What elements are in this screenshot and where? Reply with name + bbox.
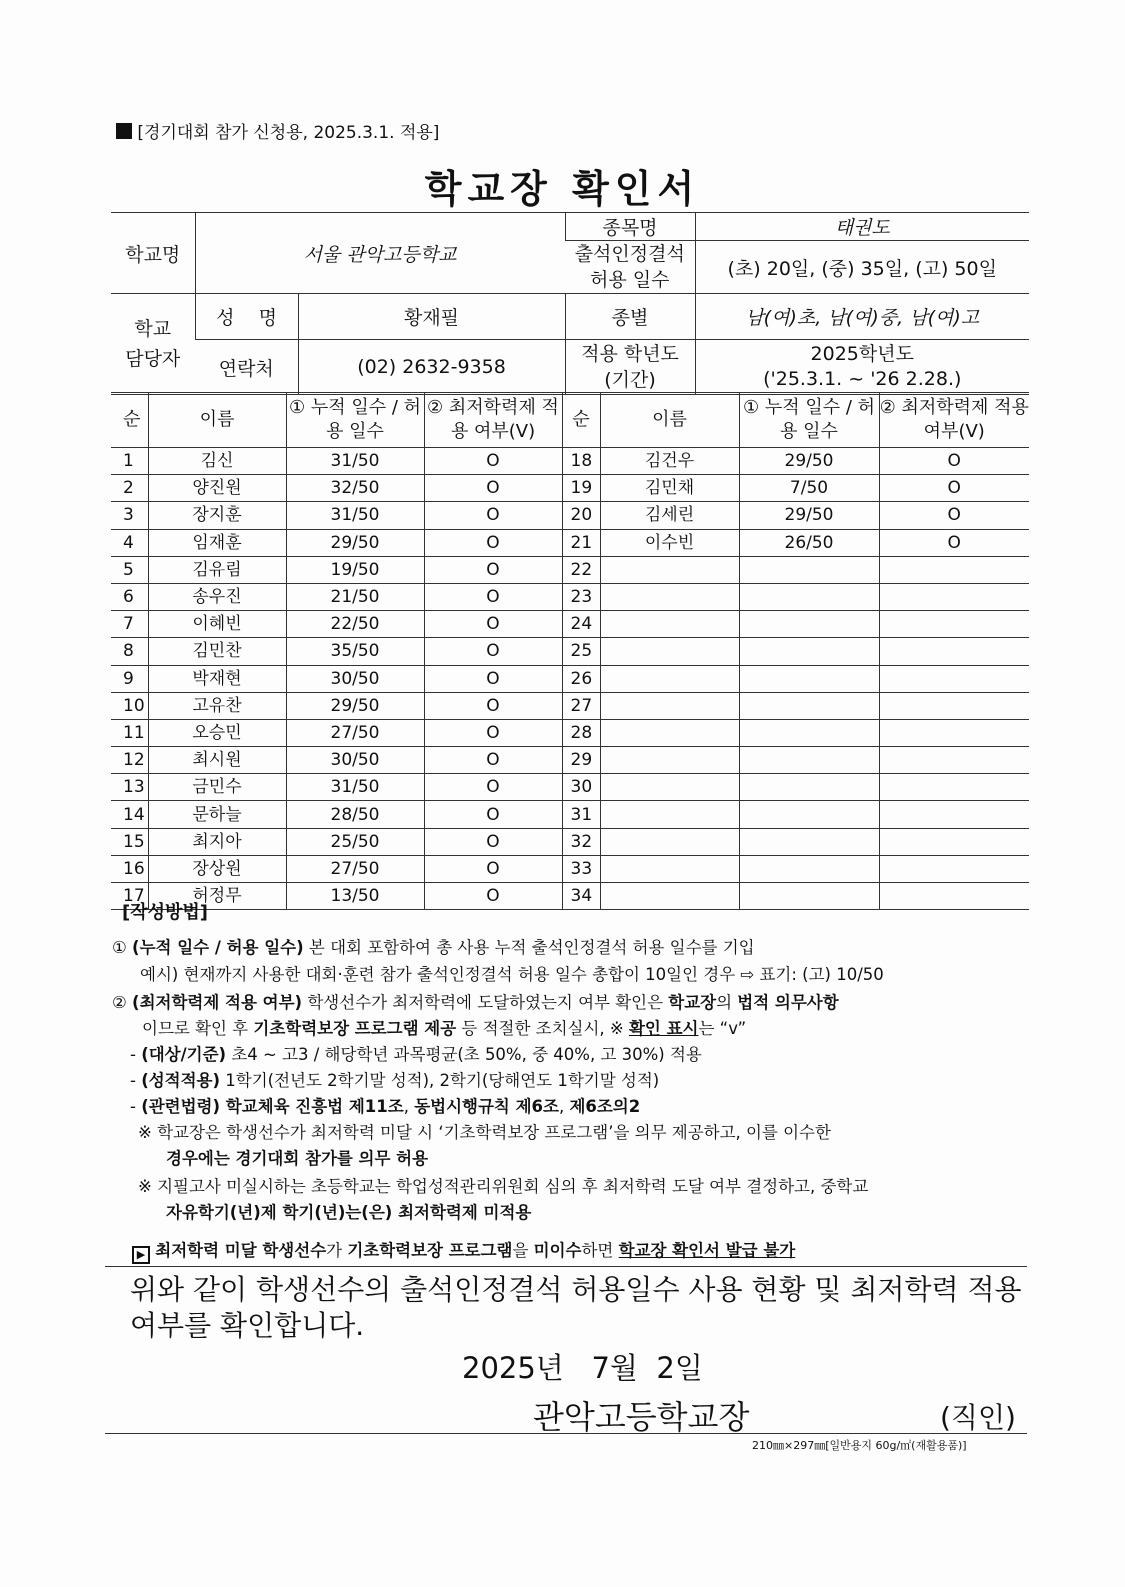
paper-spec: 210㎜×297㎜[일반용지 60g/㎡(재활용품)] — [752, 1439, 967, 1452]
row-days: 29/50 — [286, 692, 424, 719]
row-no: 22 — [562, 556, 600, 583]
row-days: 35/50 — [286, 638, 424, 665]
g2-l2d: 확인 표시 — [628, 1019, 699, 1038]
row-days: 31/50 — [286, 502, 424, 529]
row-days: 27/50 — [286, 855, 424, 882]
row-no: 2 — [111, 475, 148, 502]
row-days — [739, 828, 879, 855]
row-name — [600, 719, 739, 746]
row-no: 26 — [562, 665, 600, 692]
sport-label: 종목명 — [565, 213, 695, 241]
table-row — [111, 448, 1029, 475]
g2-l2a: 이므로 확인 후 — [142, 1019, 254, 1038]
target-text: 초4 ~ 고3 / 해당학년 과목평균(초 50%, 중 40%, 고 30%) 적용 — [226, 1045, 702, 1064]
row-days — [739, 719, 879, 746]
form-tag — [116, 118, 439, 143]
row-min: O — [424, 475, 562, 502]
row-no: 31 — [562, 801, 600, 828]
row-name — [600, 801, 739, 828]
row-min — [879, 883, 1029, 910]
year-cell — [695, 340, 1029, 395]
col-min-header: ② 최저학력제 적용 여부(V) — [879, 393, 1029, 448]
row-name — [600, 692, 739, 719]
row-no: 34 — [562, 883, 600, 910]
row-min — [879, 774, 1029, 801]
row-days: 27/50 — [286, 719, 424, 746]
row-min — [879, 556, 1029, 583]
row-name — [600, 747, 739, 774]
law-bold3: 제6조의2 — [569, 1097, 641, 1116]
table-row — [111, 475, 1029, 502]
square-bullet-icon — [116, 123, 132, 139]
document-title: 학교장 확인서 — [424, 167, 701, 211]
guide-example: 예시) 현재까지 사용한 대회·훈련 참가 출석인정결석 허용 일수 총합이 10일인 경우 ⇨ 표기: (고) 10/50 — [140, 965, 884, 984]
row-min: O — [424, 747, 562, 774]
contact-label: 연락처 — [195, 340, 298, 395]
g1-text: 본 대회 포함하여 총 사용 누적 출석인정결석 허용 일수를 기입 — [303, 938, 755, 957]
row-min: O — [424, 692, 562, 719]
col-name-header: 이름 — [600, 393, 739, 448]
sport-value: 태권도 — [695, 213, 1029, 241]
table-row — [111, 556, 1029, 583]
row-no: 9 — [111, 665, 148, 692]
row-name — [600, 611, 739, 638]
allowed-days-label: 출석인정결석 허용 일수 — [565, 241, 695, 294]
grade-bold: (성적적용) — [141, 1071, 221, 1090]
student-table — [111, 392, 1029, 910]
guide-item-2 — [112, 990, 839, 1015]
row-name: 장상원 — [148, 855, 286, 882]
row-no: 13 — [111, 774, 148, 801]
guide-note-1: ※ 학교장은 학생선수가 최저학력 미달 시 ‘기초학력보장 프로그램’을 의무 제공하고, 이를 이수한 — [138, 1123, 831, 1142]
guide-item-2-line2 — [142, 1016, 746, 1041]
g2-l2e: 는 “v” — [698, 1019, 747, 1038]
g2-l2b: 기초학력보장 프로그램 제공 — [253, 1019, 457, 1038]
guide-item-1 — [112, 935, 755, 960]
year-value: 2025학년도 — [810, 343, 914, 365]
row-no: 21 — [562, 529, 600, 556]
row-min — [879, 828, 1029, 855]
row-days — [739, 883, 879, 910]
row-min — [879, 747, 1029, 774]
row-name: 허정무 — [148, 883, 286, 910]
row-name: 김건우 — [600, 448, 739, 475]
row-min: O — [424, 774, 562, 801]
arrow-box-icon: ▶ — [132, 1246, 150, 1264]
row-min — [879, 583, 1029, 610]
manager-label: 학교 담당자 — [111, 294, 195, 395]
row-days — [739, 774, 879, 801]
issue-date: 2025년 7월 2일 — [462, 1351, 703, 1385]
year-label: 적용 학년도 (기간) — [565, 340, 695, 395]
row-min: O — [424, 801, 562, 828]
row-days: 30/50 — [286, 747, 424, 774]
school-label: 학교명 — [111, 213, 195, 294]
row-name — [600, 828, 739, 855]
row-days: 21/50 — [286, 583, 424, 610]
table-row — [111, 747, 1029, 774]
form-tag-text: [경기대회 참가 신청용, 2025.3.1. 적용] — [137, 123, 440, 143]
info-table — [111, 212, 1029, 395]
row-no: 10 — [111, 692, 148, 719]
guide-grade: - (성적적용) 1학기(전년도 2학기말 성적), 2학기(당해연도 1학기말 성적) — [130, 1071, 660, 1090]
num-1: ① — [112, 938, 127, 957]
row-days — [739, 692, 879, 719]
row-min: O — [424, 665, 562, 692]
seal: (직인) — [940, 1401, 1016, 1434]
row-min: O — [424, 719, 562, 746]
col-min-header: ② 최저학력제 적용 여부(V) — [424, 393, 562, 448]
row-name: 금민수 — [148, 774, 286, 801]
row-days: 29/50 — [739, 448, 879, 475]
g2-text1: 학생선수가 최저학력에 도달하였는지 여부 확인은 — [302, 993, 669, 1012]
row-min: O — [424, 529, 562, 556]
row-name: 김민채 — [600, 475, 739, 502]
row-days — [739, 855, 879, 882]
row-no: 19 — [562, 475, 600, 502]
row-name: 김민찬 — [148, 638, 286, 665]
row-min: O — [879, 502, 1029, 529]
row-min — [879, 719, 1029, 746]
row-name — [600, 583, 739, 610]
row-days: 31/50 — [286, 448, 424, 475]
row-name — [600, 774, 739, 801]
row-days: 25/50 — [286, 828, 424, 855]
target-bold: (대상/기준) — [141, 1045, 227, 1064]
row-min: O — [424, 502, 562, 529]
guide-note-2b: 자유학기(년)제 학기(년)는(은) 최저학력제 미적용 — [166, 1203, 532, 1222]
signer: 관악고등학교장 — [533, 1398, 750, 1436]
row-name: 오승민 — [148, 719, 286, 746]
row-days: 13/50 — [286, 883, 424, 910]
row-min: O — [879, 529, 1029, 556]
row-days: 29/50 — [739, 502, 879, 529]
g2-l2c: 등 적절한 조치실시, ※ — [456, 1019, 629, 1038]
row-no: 14 — [111, 801, 148, 828]
table-row — [111, 665, 1029, 692]
row-name: 김유림 — [148, 556, 286, 583]
row-name: 김세린 — [600, 502, 739, 529]
law-bold: (관련법령) 학교체육 진흥법 제11조 — [141, 1097, 404, 1116]
warning-b: 가 — [326, 1241, 348, 1260]
row-name: 최지아 — [148, 828, 286, 855]
row-name — [600, 556, 739, 583]
col-days-header: ① 누적 일수 / 허용 일수 — [739, 393, 879, 448]
g2-bold: (최저학력제 적용 여부) — [132, 993, 303, 1012]
row-days — [739, 801, 879, 828]
row-name — [600, 855, 739, 882]
row-no: 27 — [562, 692, 600, 719]
row-days — [739, 583, 879, 610]
row-min: O — [424, 556, 562, 583]
gender-value: 남(여)초, 남(여)중, 남(여)고 — [695, 294, 1029, 340]
row-no: 15 — [111, 828, 148, 855]
row-name: 송우진 — [148, 583, 286, 610]
row-no: 29 — [562, 747, 600, 774]
table-row — [111, 583, 1029, 610]
warning-a: 최저학력 미달 학생선수 — [155, 1241, 327, 1260]
g2-b1: 학교장 — [668, 993, 717, 1012]
row-name — [600, 883, 739, 910]
contact-value: (02) 2632-9358 — [298, 340, 565, 395]
row-name: 고유찬 — [148, 692, 286, 719]
num-2: ② — [112, 993, 127, 1012]
row-min — [879, 801, 1029, 828]
warning-f: 하면 — [581, 1241, 619, 1260]
row-name: 양진원 — [148, 475, 286, 502]
col-no-header: 순 — [562, 393, 600, 448]
warning-e: 미이수 — [533, 1241, 582, 1260]
row-name: 박재현 — [148, 665, 286, 692]
grade-text: 1학기(전년도 2학기말 성적), 2학기(당해연도 1학기말 성적) — [220, 1071, 660, 1090]
year-period: ('25.3.1. ~ '26 2.28.) — [763, 368, 962, 390]
row-min — [879, 692, 1029, 719]
table-row — [111, 774, 1029, 801]
row-name: 임재훈 — [148, 529, 286, 556]
row-no: 28 — [562, 719, 600, 746]
row-no: 6 — [111, 583, 148, 610]
row-name: 이수빈 — [600, 529, 739, 556]
row-name — [600, 638, 739, 665]
row-min — [879, 855, 1029, 882]
row-days — [739, 638, 879, 665]
law-text2: , — [558, 1097, 570, 1116]
row-no: 25 — [562, 638, 600, 665]
gender-label: 종별 — [565, 294, 695, 340]
row-days: 30/50 — [286, 665, 424, 692]
row-min: O — [424, 855, 562, 882]
guide-note-2: ※ 지필고사 미실시하는 초등학교는 학업성적관리위원회 심의 후 최저학력 도달 여부 결정하고, 중학교 — [138, 1177, 869, 1196]
g2-text2: 의 — [716, 993, 738, 1012]
warning-line — [132, 1238, 795, 1264]
row-name: 장지훈 — [148, 502, 286, 529]
row-no: 33 — [562, 855, 600, 882]
row-no: 30 — [562, 774, 600, 801]
row-days — [739, 611, 879, 638]
table-row — [111, 855, 1029, 882]
row-no: 3 — [111, 502, 148, 529]
table-row — [111, 611, 1029, 638]
row-no: 12 — [111, 747, 148, 774]
row-no: 4 — [111, 529, 148, 556]
table-row — [111, 529, 1029, 556]
guide-note-1b: 경우에는 경기대회 참가를 의무 허용 — [166, 1149, 429, 1168]
row-no: 17 — [111, 883, 148, 910]
row-days: 29/50 — [286, 529, 424, 556]
confirm-text: 위와 같이 학생선수의 출석인정결석 허용일수 사용 현황 및 최저학력 적용 여부를 확인합니다. — [130, 1273, 1022, 1342]
row-days: 32/50 — [286, 475, 424, 502]
row-min: O — [424, 638, 562, 665]
row-no: 23 — [562, 583, 600, 610]
divider — [105, 1266, 1027, 1267]
g2-b2: 법적 의무사항 — [737, 993, 839, 1012]
warning-c: 기초학력보장 프로그램 — [347, 1241, 513, 1260]
row-no: 32 — [562, 828, 600, 855]
warning-d: 을 — [512, 1241, 534, 1260]
law-bold2: 동법시행규칙 제6조 — [414, 1097, 559, 1116]
row-days: 22/50 — [286, 611, 424, 638]
table-row — [111, 801, 1029, 828]
col-days-header: ① 누적 일수 / 허용 일수 — [286, 393, 424, 448]
row-days: 26/50 — [739, 529, 879, 556]
school-value: 서울 관악고등학교 — [195, 213, 565, 294]
row-min: O — [424, 448, 562, 475]
law-text: , — [403, 1097, 415, 1116]
table-row — [111, 828, 1029, 855]
col-name-header: 이름 — [148, 393, 286, 448]
row-no: 8 — [111, 638, 148, 665]
row-no: 18 — [562, 448, 600, 475]
warning-g: 학교장 확인서 발급 불가 — [618, 1241, 796, 1260]
guide-law: - (관련법령) 학교체육 진흥법 제11조, 동법시행규칙 제6조, 제6조의2 — [130, 1097, 641, 1116]
row-days — [739, 747, 879, 774]
row-name — [600, 665, 739, 692]
row-no: 16 — [111, 855, 148, 882]
table-row — [111, 502, 1029, 529]
row-min: O — [879, 475, 1029, 502]
row-min: O — [424, 883, 562, 910]
row-no: 5 — [111, 556, 148, 583]
table-row — [111, 883, 1029, 910]
row-days: 19/50 — [286, 556, 424, 583]
table-row — [111, 692, 1029, 719]
row-no: 20 — [562, 502, 600, 529]
row-days: 28/50 — [286, 801, 424, 828]
row-name: 김신 — [148, 448, 286, 475]
row-no: 1 — [111, 448, 148, 475]
row-min — [879, 638, 1029, 665]
divider — [105, 1433, 1027, 1434]
row-min: O — [424, 611, 562, 638]
row-no: 7 — [111, 611, 148, 638]
guide-target: - (대상/기준) 초4 ~ 고3 / 해당학년 과목평균(초 50%, 중 40%, 고 30%) 적용 — [130, 1045, 702, 1064]
row-min: O — [879, 448, 1029, 475]
row-days: 7/50 — [739, 475, 879, 502]
row-min: O — [424, 583, 562, 610]
col-no-header: 순 — [111, 393, 148, 448]
row-days — [739, 556, 879, 583]
row-min: O — [424, 828, 562, 855]
g1-bold: (누적 일수 / 허용 일수) — [132, 938, 304, 957]
row-no: 24 — [562, 611, 600, 638]
row-min — [879, 665, 1029, 692]
row-min — [879, 611, 1029, 638]
name-label: 성 명 — [195, 294, 298, 340]
row-name: 이혜빈 — [148, 611, 286, 638]
name-value: 황재필 — [298, 294, 565, 340]
row-name: 최시원 — [148, 747, 286, 774]
table-row — [111, 638, 1029, 665]
guide-heading: [작성방법] — [122, 902, 209, 923]
table-row — [111, 719, 1029, 746]
row-days: 31/50 — [286, 774, 424, 801]
row-no: 11 — [111, 719, 148, 746]
row-name: 문하늘 — [148, 801, 286, 828]
row-days — [739, 665, 879, 692]
allowed-days-value: (초) 20일, (중) 35일, (고) 50일 — [695, 241, 1029, 294]
